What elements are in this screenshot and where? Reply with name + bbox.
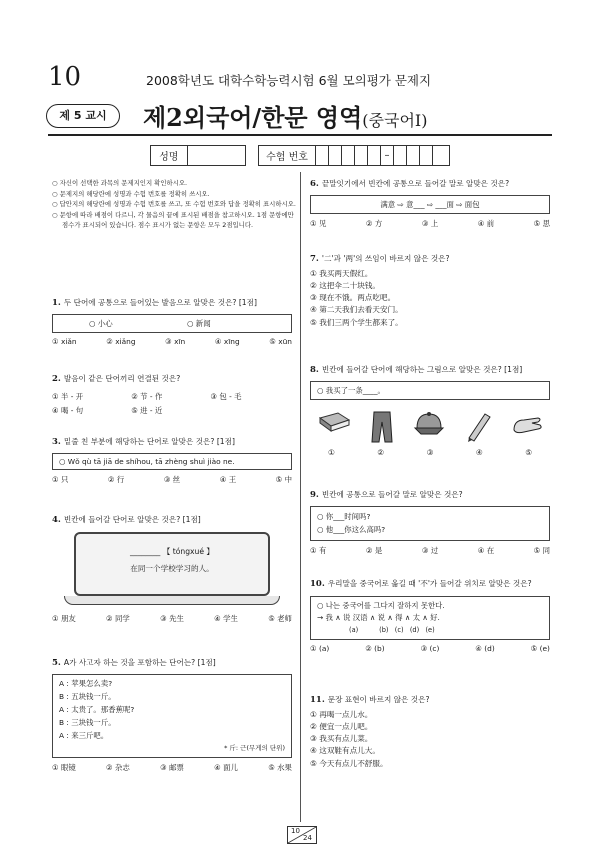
box-item: ○ 新闻 — [187, 319, 211, 328]
option[interactable]: ① 半 - 开 — [52, 392, 84, 401]
question-6 — [310, 178, 550, 229]
option[interactable]: ④ xīng — [214, 337, 240, 346]
option[interactable]: ⑤ 水果 — [268, 763, 292, 773]
footer-page-box — [287, 826, 317, 844]
question-number: 10. — [310, 579, 325, 589]
option[interactable]: ⑤ 今天有点儿不舒服。 — [310, 758, 388, 768]
question-5 — [52, 657, 292, 773]
exam-number-dash: – — [381, 146, 394, 165]
option[interactable]: ④ 在 — [477, 545, 495, 555]
laptop-illustration — [74, 532, 270, 605]
option[interactable]: ⑤ 老师 — [268, 614, 292, 623]
option[interactable]: ③ 我买有点儿菜。 — [310, 734, 373, 744]
question-number: 4. — [52, 515, 61, 525]
answer-options — [52, 474, 292, 485]
question-box: ○ 我买了一条____。 — [310, 381, 550, 400]
answer-options — [310, 545, 550, 556]
question-box — [52, 314, 292, 333]
option[interactable]: ③ 先生 — [160, 614, 184, 623]
question-number: 9. — [310, 490, 319, 500]
option[interactable]: ③ 丝 — [163, 475, 181, 484]
question-box — [310, 506, 550, 541]
option[interactable]: ⑤ (e) — [530, 643, 550, 653]
option[interactable]: ⑤ 思 — [533, 219, 550, 228]
exam-number-label: 수험 번호 — [259, 146, 316, 165]
question-text: 발음이 같은 단어끼리 연결된 것은? — [63, 374, 181, 383]
picture-row — [310, 410, 550, 444]
answer-options — [52, 762, 292, 773]
picture-labels — [310, 448, 550, 457]
instructions — [52, 178, 296, 231]
question-text: 빈칸에 들어갈 단어에 해당하는 그림으로 알맞은 것은? [1점] — [321, 365, 523, 374]
question-box: ○ Wǒ qù tā jiā de shíhou, tā zhèng shuì jiào ne. — [52, 453, 292, 470]
question-7 — [310, 253, 550, 329]
option[interactable]: ③ — [426, 448, 434, 457]
screen-definition: 在同一个学校学习的人。 — [130, 564, 214, 573]
question-text: 문장 표현이 바르지 않은 것은? — [327, 695, 430, 704]
option[interactable]: ④ 喝 - 句 — [52, 406, 84, 416]
question-number: 11. — [310, 695, 325, 705]
footer-page: 10 — [291, 827, 300, 835]
question-text: 빈칸에 들어갈 단어로 알맞은 것은? [1점] — [63, 515, 201, 524]
footer-total: 24 — [303, 834, 312, 842]
box-line: → 我 ∧ 说 汉语 ∧ 说 ∧ 得 ∧ 太 ∧ 好. — [317, 613, 440, 623]
exam-number-box — [258, 145, 450, 166]
question-3 — [52, 436, 292, 485]
exam-number-cell[interactable] — [342, 146, 355, 165]
screen-entry — [96, 546, 248, 557]
answer-options — [310, 644, 550, 653]
exam-number-cell[interactable] — [394, 146, 407, 165]
question-number: 3. — [52, 437, 61, 447]
box-line: ○ 나는 중국어를 그다지 잘하지 못한다. — [317, 600, 445, 610]
answer-options — [52, 613, 292, 624]
glove-icon[interactable] — [510, 410, 544, 440]
dialogue-line: A : 太贵了。那香蕉呢? — [59, 704, 135, 714]
option[interactable]: ② (b) — [365, 643, 385, 653]
option[interactable]: ① 只 — [52, 475, 69, 484]
instruction-line: ○ 자신이 선택한 과목의 문제지인지 확인하시오. — [52, 179, 188, 187]
option[interactable]: ② 同学 — [106, 614, 130, 623]
exam-number-cell[interactable] — [355, 146, 368, 165]
option[interactable]: ③ 邮票 — [160, 763, 184, 773]
question-text: A가 사고자 하는 것을 포함하는 단어는? [1점] — [63, 658, 216, 667]
cap-icon[interactable] — [411, 410, 445, 440]
option[interactable]: ① 朋友 — [52, 614, 76, 623]
option[interactable]: ② 是 — [365, 545, 383, 555]
option[interactable]: ④ 学生 — [214, 614, 238, 623]
dialogue-footnote: * 斤: 근(무게의 단위) — [224, 743, 285, 752]
subject-main: 제2외국어/한문 영역 — [143, 103, 363, 132]
question-text: '二'과 '两'의 쓰임이 바르지 않은 것은? — [321, 254, 450, 263]
question-text: 밑줄 친 부분에 해당하는 단어로 알맞은 것은? [1점] — [63, 437, 235, 446]
option[interactable]: ④ (d) — [475, 643, 495, 653]
name-box — [150, 145, 246, 166]
exam-number-cell[interactable] — [368, 146, 381, 165]
question-2 — [52, 373, 292, 418]
question-text: 우리말을 중국어로 옮길 때 '不'가 들어갈 위치로 알맞은 것은? — [327, 579, 532, 588]
option[interactable]: ③ 上 — [421, 219, 439, 228]
option[interactable]: ③ 包 - 毛 — [210, 392, 242, 401]
option[interactable]: ③ (c) — [420, 643, 440, 653]
option[interactable]: ④ 王 — [219, 475, 237, 484]
option[interactable]: ② 方 — [365, 219, 383, 228]
option[interactable]: ④ 面儿 — [214, 763, 238, 773]
question-text: 두 단어에 공통으로 들어있는 발음으로 알맞은 것은? [1점] — [63, 298, 257, 307]
option[interactable]: ③ 现在不饿。两点吃吧。 — [310, 293, 396, 303]
option[interactable]: ② — [377, 448, 385, 457]
question-8 — [310, 364, 550, 457]
exam-title: 2008학년도 대학수학능력시험 6월 모의평가 문제지 — [146, 73, 432, 88]
header-rule — [48, 134, 552, 136]
period-label: 제 5 교시 — [46, 104, 120, 128]
pants-icon[interactable] — [370, 410, 394, 444]
answer-options — [310, 268, 550, 329]
option[interactable]: ② 节 - 作 — [131, 392, 163, 401]
box-line: (a) (b) (c) (d) (e) — [349, 625, 435, 634]
question-text: 끝말잇기에서 빈칸에 공통으로 들어갈 말로 알맞은 것은? — [321, 179, 510, 188]
option[interactable]: ② 行 — [107, 475, 125, 484]
subject-title — [143, 98, 427, 133]
name-label: 성명 — [151, 146, 188, 165]
question-4 — [52, 514, 292, 624]
option[interactable]: ② 杂志 — [106, 763, 130, 773]
option[interactable]: ⑤ 进 - 近 — [131, 406, 163, 416]
question-9 — [310, 489, 550, 556]
option[interactable]: ④ — [475, 448, 483, 457]
option[interactable]: ⑤ 中 — [275, 475, 292, 484]
option[interactable]: ① 见 — [310, 219, 327, 228]
question-10 — [310, 578, 550, 653]
question-box — [310, 596, 550, 640]
screen-blank: ________ — [129, 547, 161, 556]
column-divider — [300, 172, 301, 822]
laptop-screen — [74, 532, 270, 596]
option[interactable]: ① 我买两天假红。 — [310, 269, 373, 278]
dialogue-line: A : 来三斤吧。 — [59, 730, 109, 740]
option[interactable]: ① — [328, 448, 335, 457]
question-text: 빈칸에 공통으로 들어갈 말로 알맞은 것은? — [321, 490, 463, 499]
page-number: 10 — [48, 62, 82, 92]
option[interactable]: ① 眼镜 — [52, 763, 76, 773]
option[interactable]: ① (a) — [310, 643, 330, 653]
option[interactable]: ④ 第二天我们去看天安门。 — [310, 305, 403, 315]
book-icon[interactable] — [316, 410, 352, 440]
question-number: 1. — [52, 298, 61, 308]
option[interactable]: ③ xīn — [165, 337, 186, 346]
answer-options — [310, 709, 550, 770]
question-box: 满意 ⇨ 意___ ⇨ ___面 ⇨ 面包 — [310, 195, 550, 214]
question-number: 6. — [310, 179, 319, 189]
dialogue-line: B : 五块钱一斤。 — [59, 691, 116, 701]
answer-options — [310, 218, 550, 229]
question-11 — [310, 694, 550, 770]
question-number: 7. — [310, 254, 319, 264]
option[interactable]: ① xiǎn — [52, 337, 77, 346]
option[interactable]: ⑤ 同 — [533, 545, 550, 555]
question-1 — [52, 297, 292, 346]
exam-number-cell[interactable] — [433, 146, 445, 165]
option[interactable]: ③ 过 — [421, 545, 439, 555]
option[interactable]: ① 再喝一点儿水。 — [310, 710, 373, 719]
dialogue-line: B : 三块钱一斤。 — [59, 717, 116, 727]
exam-number-cell[interactable] — [420, 146, 433, 165]
laptop-base — [64, 596, 280, 605]
screen-pinyin: 【 tóngxué 】 — [162, 547, 215, 556]
instruction-line: ○ 답안지의 해당란에 성명과 수험 번호를 쓰고, 또 수험 번호와 답을 정확히 표시하시오. — [52, 200, 296, 209]
question-number: 2. — [52, 374, 61, 384]
option[interactable]: ⑤ 我们三两个学生都来了。 — [310, 317, 403, 327]
pencil-icon[interactable] — [463, 410, 493, 442]
question-number: 5. — [52, 658, 61, 668]
option[interactable]: ④ 前 — [477, 219, 495, 228]
dialogue-line: A : 苹果怎么卖? — [59, 679, 113, 688]
option[interactable]: ② 便宜一点儿吧。 — [310, 722, 373, 732]
instruction-line: ○ 문항에 따라 배점이 다르니, 각 물음의 끝에 표시된 배점을 참고하시오. 1점 문항에만 점수가 표시되어 있습니다. 점수 표시가 없는 문항은 모두 2점입니다. — [52, 210, 294, 230]
name-field[interactable] — [188, 146, 245, 165]
exam-number-cell[interactable] — [316, 146, 329, 165]
instruction-line: ○ 문제지의 해당란에 성명과 수험 번호를 정확히 쓰시오. — [52, 189, 210, 198]
box-line: ○ 他___你这么高吗? — [317, 525, 386, 535]
option[interactable]: ④ 这双鞋有点儿大。 — [310, 746, 380, 756]
box-item: ○ 小心 — [89, 319, 113, 328]
box-line: ○ 你___时间吗? — [317, 512, 371, 521]
answer-options — [52, 337, 292, 346]
answer-options — [52, 390, 292, 418]
subject-sub: (중국어Ⅰ) — [362, 111, 428, 130]
question-number: 8. — [310, 365, 319, 375]
dialogue-box — [52, 674, 292, 758]
option[interactable]: ⑤ — [525, 448, 532, 457]
option[interactable]: ① 有 — [310, 545, 327, 555]
option[interactable]: ② 这把伞二十块钱。 — [310, 281, 380, 291]
option[interactable]: ② xiǎng — [106, 337, 136, 346]
option[interactable]: ⑤ xūn — [269, 337, 292, 346]
exam-number-cell[interactable] — [329, 146, 342, 165]
exam-number-cell[interactable] — [407, 146, 420, 165]
